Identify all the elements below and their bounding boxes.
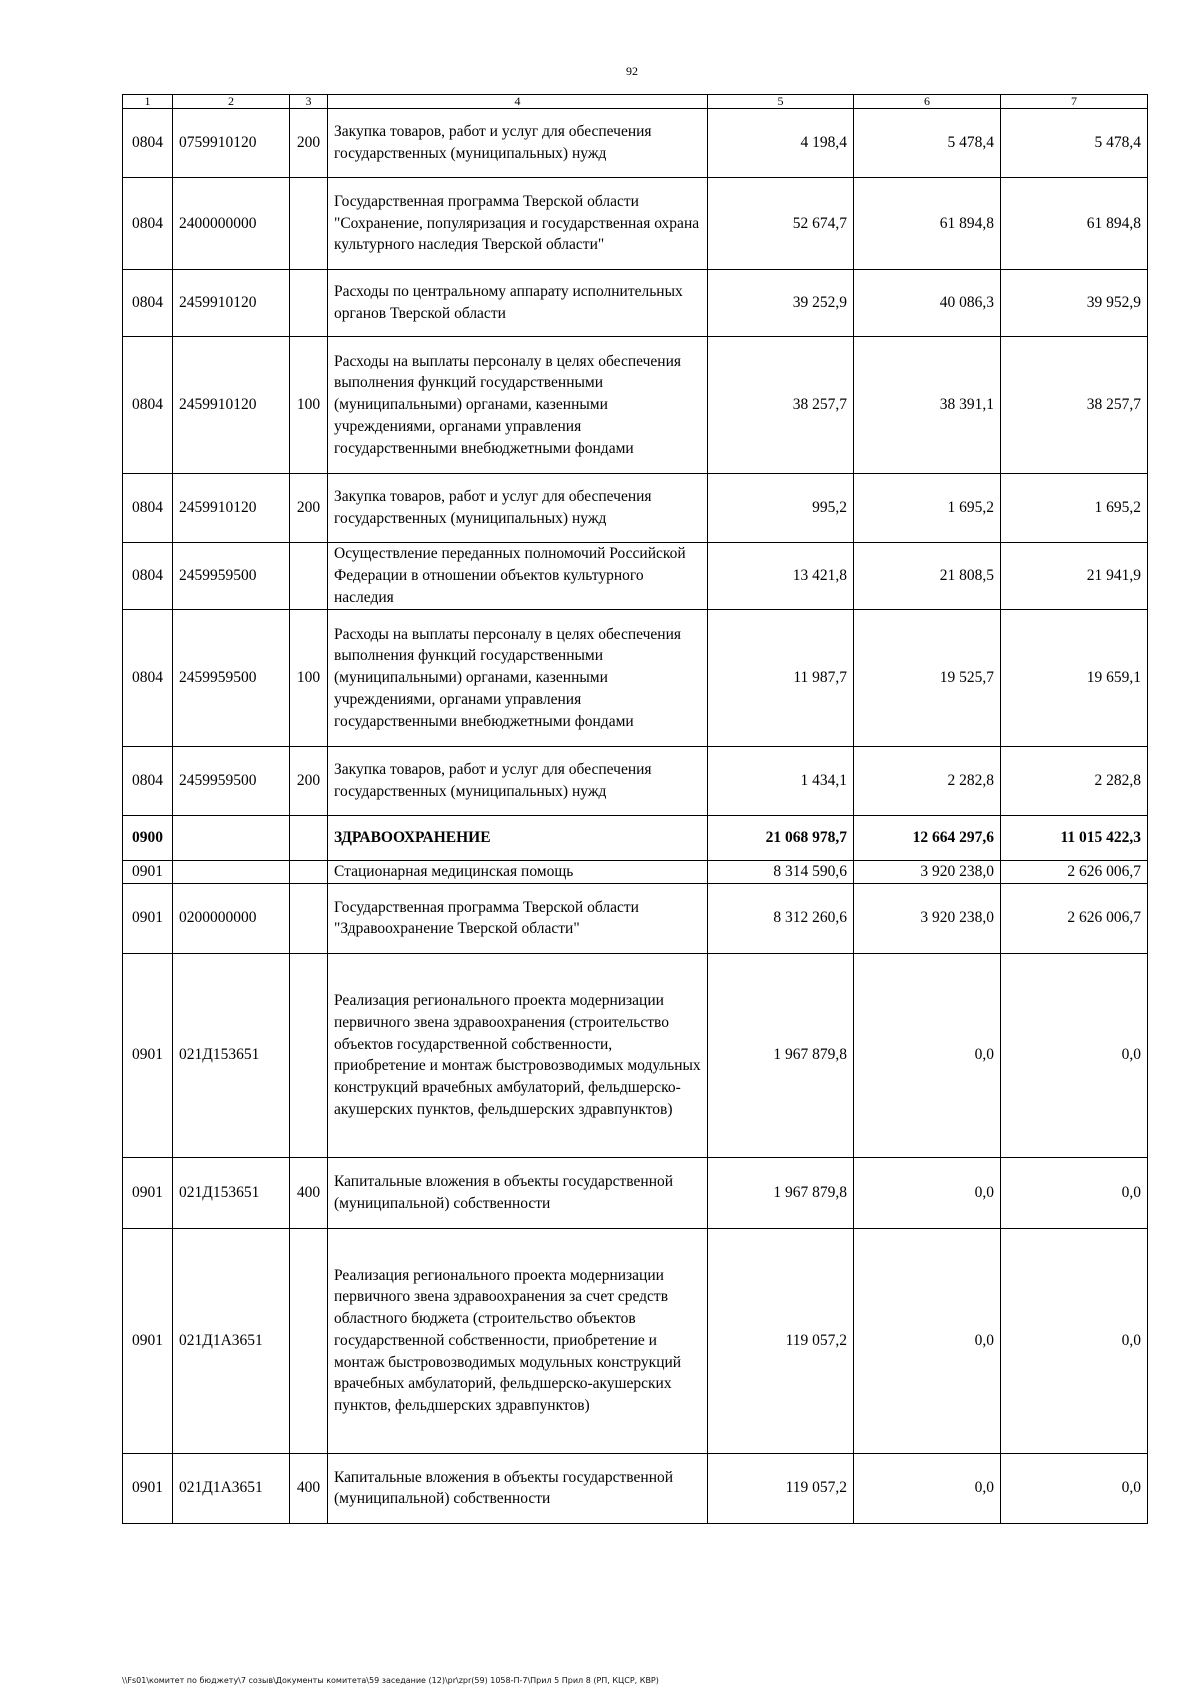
expense-name: Стационарная медицинская помощь [328,861,708,884]
table-row-section [123,816,1148,861]
table-row [123,178,1148,270]
file-path-footer: \\Fs01\комитет по бюджету\7 созыв\Документы комитета\59 заседание (12)\pr\zpr(59) 1058-П-7\Прил 5 Прил 8 (РП, КЦСР, КВР) [122,1676,659,1685]
amount-col-5: 13 421,8 [708,543,854,610]
amount-col-5: 1 967 879,8 [708,1157,854,1228]
expense-type-code [290,883,328,953]
header-col-6: 6 [854,95,1001,109]
amount-col-6: 21 808,5 [854,543,1001,610]
target-article-code: 2459959500 [173,610,290,747]
amount-col-6: 0,0 [854,953,1001,1157]
target-article-code: 0759910120 [173,109,290,178]
table-row [123,474,1148,543]
expense-type-code: 400 [290,1453,328,1523]
expense-name: Капитальные вложения в объекты государственной (муниципальной) собственности [328,1157,708,1228]
table-row [123,1228,1148,1453]
target-article-code: 2459959500 [173,747,290,816]
amount-col-6: 1 695,2 [854,474,1001,543]
target-article-code: 021Д153651 [173,1157,290,1228]
amount-col-6: 3 920 238,0 [854,861,1001,884]
section-code: 0901 [123,953,173,1157]
table-row [123,747,1148,816]
expense-type-code: 200 [290,109,328,178]
amount-col-5: 39 252,9 [708,270,854,337]
expense-type-code: 400 [290,1157,328,1228]
target-article-code: 021Д1А3651 [173,1228,290,1453]
expense-type-code [290,861,328,884]
expense-name: Реализация регионального проекта модернизации первичного звена здравоохранения (строительство объектов государственной собственности, приобретение и монтаж быстровозводимых модульных конструкций врачебных амбулаторий, фельдшерско-акушерских пунктов, фельдшерских здравпунктов) [328,953,708,1157]
target-article-code: 2400000000 [173,178,290,270]
section-code: 0804 [123,178,173,270]
amount-col-5: 119 057,2 [708,1228,854,1453]
amount-col-7: 0,0 [1001,1228,1148,1453]
amount-col-6: 0,0 [854,1157,1001,1228]
amount-col-6: 0,0 [854,1228,1001,1453]
header-row [123,95,1148,109]
expense-type-code [290,270,328,337]
expense-name: Осуществление переданных полномочий Российской Федерации в отношении объектов культурного наследия [328,543,708,610]
target-article-code [173,816,290,861]
amount-col-7: 19 659,1 [1001,610,1148,747]
expense-name: Закупка товаров, работ и услуг для обеспечения государственных (муниципальных) нужд [328,747,708,816]
section-code: 0804 [123,610,173,747]
expense-name: Капитальные вложения в объекты государственной (муниципальной) собственности [328,1453,708,1523]
section-code: 0901 [123,1453,173,1523]
section-code: 0901 [123,1228,173,1453]
amount-col-5: 38 257,7 [708,337,854,474]
expense-name: Государственная программа Тверской области "Здравоохранение Тверской области" [328,883,708,953]
expense-name: Расходы на выплаты персоналу в целях обеспечения выполнения функций государственными (муниципальными) органами, казенными учреждениями, органами управления государственными внебюджетными фондами [328,337,708,474]
table-row [123,1453,1148,1523]
amount-col-7: 21 941,9 [1001,543,1148,610]
amount-col-7: 11 015 422,3 [1001,816,1148,861]
amount-col-6: 12 664 297,6 [854,816,1001,861]
amount-col-5: 11 987,7 [708,610,854,747]
expense-type-code: 200 [290,474,328,543]
target-article-code: 0200000000 [173,883,290,953]
table-row [123,270,1148,337]
table-row [123,883,1148,953]
target-article-code: 021Д153651 [173,953,290,1157]
expense-type-code [290,543,328,610]
section-code: 0901 [123,1157,173,1228]
expense-name: Закупка товаров, работ и услуг для обеспечения государственных (муниципальных) нужд [328,109,708,178]
expense-name: ЗДРАВООХРАНЕНИЕ [328,816,708,861]
amount-col-5: 4 198,4 [708,109,854,178]
amount-col-5: 8 312 260,6 [708,883,854,953]
amount-col-7: 2 282,8 [1001,747,1148,816]
amount-col-7: 0,0 [1001,953,1148,1157]
expense-name: Расходы по центральному аппарату исполнительных органов Тверской области [328,270,708,337]
amount-col-7: 0,0 [1001,1453,1148,1523]
header-col-1: 1 [123,95,173,109]
section-code: 0804 [123,543,173,610]
header-col-5: 5 [708,95,854,109]
section-code: 0901 [123,861,173,884]
amount-col-7: 39 952,9 [1001,270,1148,337]
target-article-code: 021Д1А3651 [173,1453,290,1523]
expense-name: Государственная программа Тверской области "Сохранение, популяризация и государственная охрана культурного наследия Тверской области" [328,178,708,270]
target-article-code: 2459959500 [173,543,290,610]
expense-name: Расходы на выплаты персоналу в целях обеспечения выполнения функций государственными (муниципальными) органами, казенными учреждениями, органами управления государственными внебюджетными фондами [328,610,708,747]
header-col-4: 4 [328,95,708,109]
amount-col-7: 61 894,8 [1001,178,1148,270]
expense-type-code: 200 [290,747,328,816]
amount-col-5: 21 068 978,7 [708,816,854,861]
expense-type-code [290,1228,328,1453]
header-col-3: 3 [290,95,328,109]
table-row [123,543,1148,610]
amount-col-7: 2 626 006,7 [1001,861,1148,884]
section-code: 0804 [123,747,173,816]
section-code: 0901 [123,883,173,953]
amount-col-5: 995,2 [708,474,854,543]
amount-col-7: 1 695,2 [1001,474,1148,543]
amount-col-6: 61 894,8 [854,178,1001,270]
amount-col-7: 5 478,4 [1001,109,1148,178]
header-col-7: 7 [1001,95,1148,109]
section-code: 0804 [123,270,173,337]
table-row [123,861,1148,884]
expense-type-code [290,178,328,270]
table-row [123,1157,1148,1228]
section-code: 0804 [123,474,173,543]
amount-col-6: 40 086,3 [854,270,1001,337]
budget-table [122,94,1148,1524]
amount-col-5: 119 057,2 [708,1453,854,1523]
page-number: 92 [626,64,638,78]
amount-col-5: 52 674,7 [708,178,854,270]
expense-type-code: 100 [290,337,328,474]
expense-type-code [290,953,328,1157]
table-row [123,610,1148,747]
amount-col-6: 2 282,8 [854,747,1001,816]
target-article-code: 2459910120 [173,474,290,543]
target-article-code: 2459910120 [173,270,290,337]
amount-col-6: 38 391,1 [854,337,1001,474]
header-col-2: 2 [173,95,290,109]
expense-type-code: 100 [290,610,328,747]
amount-col-5: 8 314 590,6 [708,861,854,884]
amount-col-6: 19 525,7 [854,610,1001,747]
expense-type-code [290,816,328,861]
amount-col-5: 1 967 879,8 [708,953,854,1157]
amount-col-6: 5 478,4 [854,109,1001,178]
target-article-code: 2459910120 [173,337,290,474]
section-code: 0900 [123,816,173,861]
amount-col-6: 0,0 [854,1453,1001,1523]
amount-col-7: 2 626 006,7 [1001,883,1148,953]
table-row [123,953,1148,1157]
table-row [123,109,1148,178]
target-article-code [173,861,290,884]
amount-col-5: 1 434,1 [708,747,854,816]
section-code: 0804 [123,109,173,178]
amount-col-7: 38 257,7 [1001,337,1148,474]
amount-col-7: 0,0 [1001,1157,1148,1228]
amount-col-6: 3 920 238,0 [854,883,1001,953]
section-code: 0804 [123,337,173,474]
expense-name: Реализация регионального проекта модернизации первичного звена здравоохранения за счет средств областного бюджета (строительство объектов государственной собственности, приобретение и монтаж быстровозводимых модульных конструкций врачебных амбулаторий, фельдшерско-акушерских пунктов, фельдшерских здравпунктов) [328,1228,708,1453]
expense-name: Закупка товаров, работ и услуг для обеспечения государственных (муниципальных) нужд [328,474,708,543]
table-row [123,337,1148,474]
